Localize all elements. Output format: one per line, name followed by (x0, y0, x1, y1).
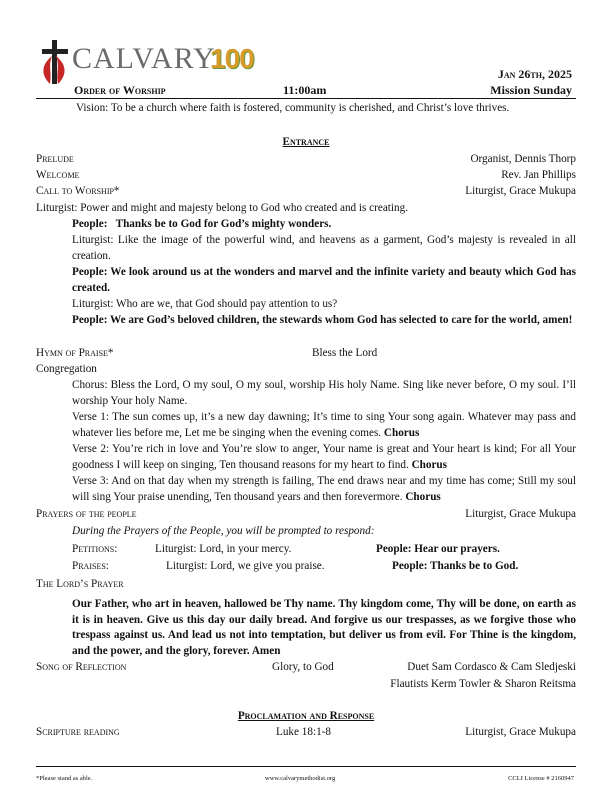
praises-liturgist: Liturgist: Lord, we give you praise. (166, 560, 325, 572)
church-logo (38, 40, 278, 84)
hymn-row (36, 346, 576, 362)
prelude-row (36, 152, 576, 168)
reflection-label: Song of Reflection (36, 661, 127, 673)
scripture-label: Scripture reading (36, 726, 120, 738)
vision-statement: Vision: To be a church where faith is fostered, community is cherished, and Christ’s love thrives. (76, 102, 510, 114)
chorus-tag: Chorus (411, 458, 447, 471)
scripture-who: Liturgist, Grace Mukupa (465, 726, 576, 738)
call-to-worship-who: Liturgist, Grace Mukupa (465, 185, 576, 197)
service-date: Jan 26th, 2025 (497, 67, 572, 81)
verse-text: Verse 2: You’re rich in love and You’re slow to anger, Your name is great and Your heart is kind; For all Your goodness I will keep on singing, Ten thousand reasons for my heart to find. (72, 443, 576, 471)
hymn-performer: Congregation (36, 363, 97, 375)
cross-flame-icon (38, 40, 72, 84)
people-response: People: We look around us at the wonders and marvel and the infinite variety and beauty which God has created. (72, 266, 576, 294)
prayers-instruction: During the Prayers of the People, you will be prompted to respond: (72, 525, 375, 537)
hymn-verse-2 (72, 442, 576, 473)
scripture-row (36, 725, 576, 741)
logo-year: 100 (210, 43, 254, 74)
logo-text: CALVARY (72, 42, 216, 75)
verse-text: Verse 3: And on that day when my strength is failing, The end draws near and my time has come; Still my soul will sing Your praise unending, Ten thousand years and then forevermore. (72, 475, 576, 503)
liturgy-line: Liturgist: Like the image of the powerful wind, and heavens as a garment, God’s majesty is revealed in all creation. (72, 234, 576, 262)
hymn-title: Bless the Lord (312, 347, 378, 359)
reflection-who: Duet Sam Cordasco & Cam Sledjeski (407, 661, 576, 673)
hymn-verse-1 (72, 410, 576, 441)
prelude-label: Prelude (36, 153, 74, 165)
section-proclamation: Proclamation and Response (237, 710, 375, 722)
chorus-tag: Chorus (383, 426, 420, 439)
verse-text: Verse 1: The sun comes up, it’s a new day dawning; It’s time to sing Your song again. Whatever may pass and whatever lies before me, Let me be singing when the evening comes. (72, 411, 576, 439)
people-response: People: Thanks be to God for God’s mighty wonders. (72, 218, 332, 230)
hymn-label: Hymn of Praise* (36, 347, 114, 359)
prayers-row (36, 507, 576, 523)
reflection-flautists: Flautists Kerm Towler & Sharon Reitsma (390, 678, 576, 690)
call-to-worship-row (36, 184, 576, 200)
lords-prayer-text: Our Father, who art in heaven, hallowed be Thy name. Thy kingdom come, Thy will be done, on earth as it is in heaven. Give us this day our daily bread. And forgive us our trespasses, as we forgive those who trespass against us. And lead us not into temptation, but deliver us from evil. For Thine is the kingdom, and the power, and the glory, forever. Amen (72, 598, 576, 657)
reflection-title: Glory, to God (272, 661, 334, 673)
reflection-row (36, 660, 576, 676)
prayers-who: Liturgist, Grace Mukupa (465, 508, 576, 520)
chorus-tag: Chorus (405, 490, 441, 503)
hymn-verse-3 (72, 474, 576, 505)
call-to-worship-label: Call to Worship* (36, 185, 120, 197)
liturgy-line: Liturgist: Power and might and majesty belong to God who created and is creating. (36, 202, 409, 214)
praises-people: People: Thanks be to God. (392, 560, 519, 572)
footer-license: CCLI License # 2160947 (508, 775, 574, 782)
welcome-who: Rev. Jan Phillips (501, 169, 576, 181)
section-entrance: Entrance (282, 136, 330, 148)
prelude-who: Organist, Dennis Thorp (470, 153, 576, 165)
footer-note: *Please stand as able. (36, 775, 93, 782)
footer-divider (36, 766, 576, 767)
scripture-ref: Luke 18:1-8 (276, 726, 331, 738)
welcome-row (36, 168, 576, 184)
people-response: People: We are God’s beloved children, the stewards whom God has selected to care for the world, amen! (72, 314, 573, 326)
hymn-chorus: Chorus: Bless the Lord, O my soul, O my soul, worship His holy Name. Sing like never before, O my soul. I’ll worship Your holy Name. (72, 379, 576, 407)
order-of-worship-heading: Order of Worship (74, 83, 166, 97)
prayers-label: Prayers of the people (36, 508, 137, 520)
lords-prayer-label: The Lord’s Prayer (36, 578, 124, 590)
petitions-label: Petitions: (72, 543, 118, 555)
petitions-people: People: Hear our prayers. (376, 543, 500, 555)
welcome-label: Welcome (36, 169, 80, 181)
praises-label: Praises: (72, 560, 109, 572)
header-divider (36, 98, 576, 99)
service-occasion: Mission Sunday (490, 83, 572, 97)
petitions-liturgist: Liturgist: Lord, in your mercy. (155, 543, 292, 555)
liturgy-line: Liturgist: Who are we, that God should pay attention to us? (72, 298, 338, 310)
service-time: 11:00am (283, 83, 327, 97)
footer-url[interactable]: www.calvarymethodist.org (265, 775, 336, 782)
